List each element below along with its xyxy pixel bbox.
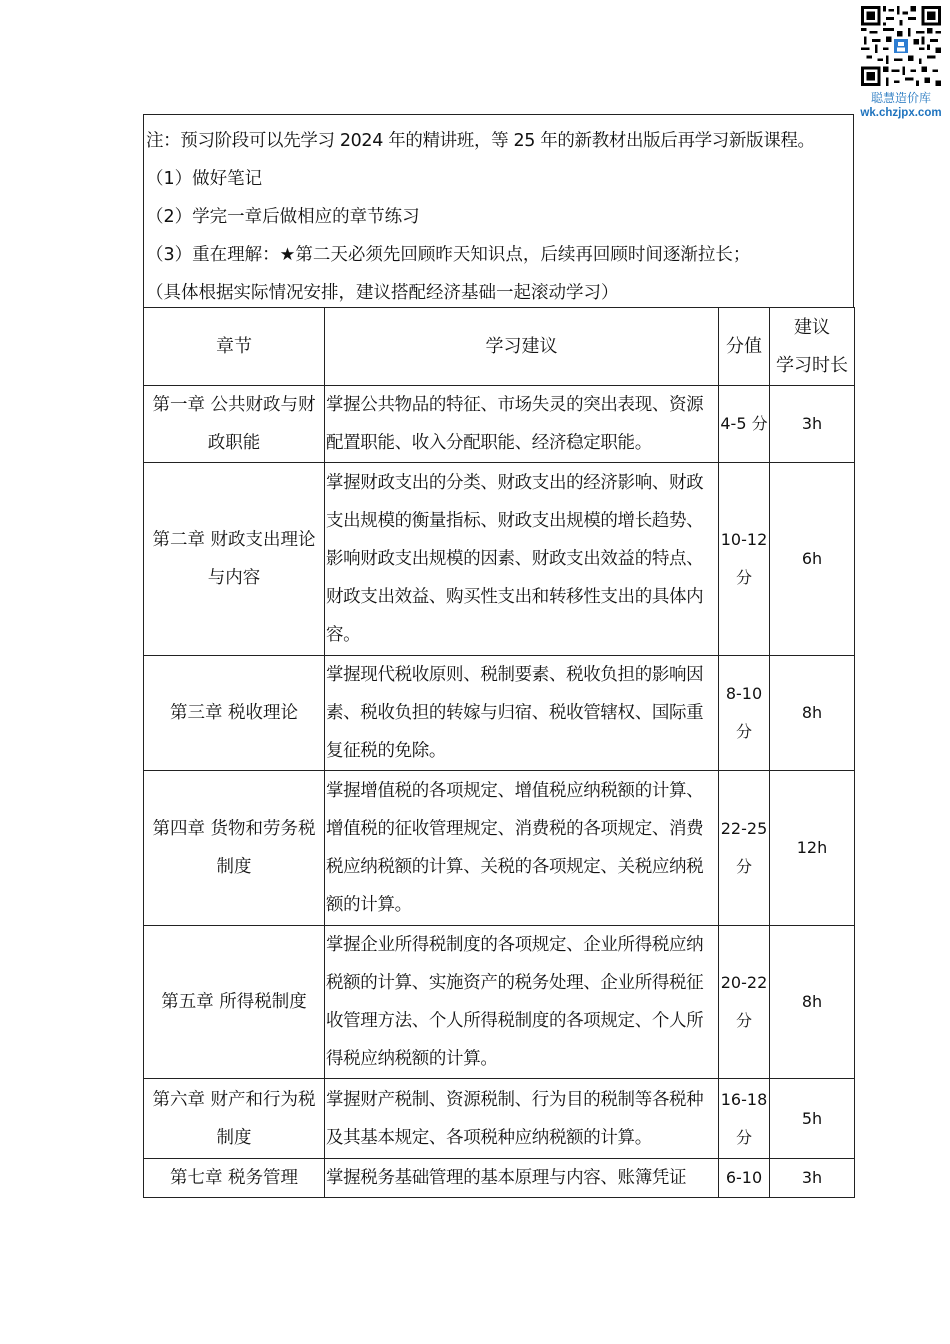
advice-cell: 掌握现代税收原则、税制要素、税收负担的影响因素、税收负担的转嫁与归宿、税收管辖权、国际重复征税的免除。 <box>325 656 719 771</box>
header-advice: 学习建议 <box>325 308 719 386</box>
score-cell: 8-10 分 <box>719 656 770 771</box>
brand-name: 聪慧造价库 <box>870 91 931 105</box>
header-hours-line2: 学习时长 <box>776 354 848 376</box>
hours-cell: 6h <box>770 463 855 656</box>
note-item: （具体根据实际情况安排，建议搭配经济基础一起滚动学习） <box>146 283 619 303</box>
hours-cell: 8h <box>770 926 855 1079</box>
score-cell: 20-22 分 <box>719 926 770 1079</box>
chapter-cell: 第三章 税收理论 <box>144 656 325 771</box>
table-row <box>144 463 855 656</box>
hours-cell: 12h <box>770 771 855 926</box>
advice-cell: 掌握公共物品的特征、市场失灵的突出表现、资源配置职能、收入分配职能、经济稳定职能。 <box>325 386 719 463</box>
table-row <box>144 926 855 1079</box>
chapter-cell: 第七章 税务管理 <box>144 1159 325 1198</box>
score-cell: 10-12 分 <box>719 463 770 656</box>
score-cell: 4-5 分 <box>719 386 770 463</box>
brand-url[interactable]: wk.chzjpx.com <box>860 107 942 119</box>
note-intro: 注：预习阶段可以先学习 2024 年的精讲班，等 25 年的新教材出版后再学习新版课程。 <box>146 131 815 151</box>
table-row <box>144 656 855 771</box>
advice-cell: 掌握财政支出的分类、财政支出的经济影响、财政支出规模的衡量指标、财政支出规模的增长趋势、影响财政支出规模的因素、财政支出效益的特点、财政支出效益、购买性支出和转移性支出的具体内容。 <box>325 463 719 656</box>
chapter-cell: 第二章 财政支出理论与内容 <box>144 463 325 656</box>
header-chapter: 章节 <box>144 308 325 386</box>
note-item: （1）做好笔记 <box>146 169 263 189</box>
table-row <box>144 771 855 926</box>
table-row <box>144 1079 855 1159</box>
hours-cell: 3h <box>770 1159 855 1198</box>
chapter-cell: 第五章 所得税制度 <box>144 926 325 1079</box>
chapter-cell: 第四章 货物和劳务税制度 <box>144 771 325 926</box>
advice-cell: 掌握企业所得税制度的各项规定、企业所得税应纳税额的计算、实施资产的税务处理、企业所得税征收管理方法、个人所得税制度的各项规定、个人所得税应纳税额的计算。 <box>325 926 719 1079</box>
chapter-cell: 第一章 公共财政与财政职能 <box>144 386 325 463</box>
table-row <box>144 386 855 463</box>
chapter-table <box>143 307 855 1198</box>
hours-cell: 5h <box>770 1079 855 1159</box>
header-hours-line1: 建议 <box>794 316 830 338</box>
score-cell: 16-18 分 <box>719 1079 770 1159</box>
hours-cell: 8h <box>770 656 855 771</box>
header-score: 分值 <box>719 308 770 386</box>
header-hours <box>770 308 855 386</box>
chapter-cell: 第六章 财产和行为税制度 <box>144 1079 325 1159</box>
hours-cell: 3h <box>770 386 855 463</box>
score-cell: 6-10 <box>719 1159 770 1198</box>
advice-cell: 掌握税务基础管理的基本原理与内容、账簿凭证 <box>325 1159 719 1198</box>
table-header-row <box>144 308 855 386</box>
study-note-box <box>143 114 854 307</box>
note-item: （3）重在理解：★第二天必须先回顾昨天知识点，后续再回顾时间逐渐拉长； <box>146 245 751 265</box>
qr-code-icon <box>861 6 941 86</box>
advice-cell: 掌握增值税的各项规定、增值税应纳税额的计算、增值税的征收管理规定、消费税的各项规定、消费税应纳税额的计算、关税的各项规定、关税应纳税额的计算。 <box>325 771 719 926</box>
note-item: （2）学完一章后做相应的章节练习 <box>146 207 420 227</box>
advice-cell: 掌握财产税制、资源税制、行为目的税制等各税种及其基本规定、各项税种应纳税额的计算。 <box>325 1079 719 1159</box>
score-cell: 22-25 分 <box>719 771 770 926</box>
table-row <box>144 1159 855 1198</box>
study-plan-document <box>143 114 854 1198</box>
